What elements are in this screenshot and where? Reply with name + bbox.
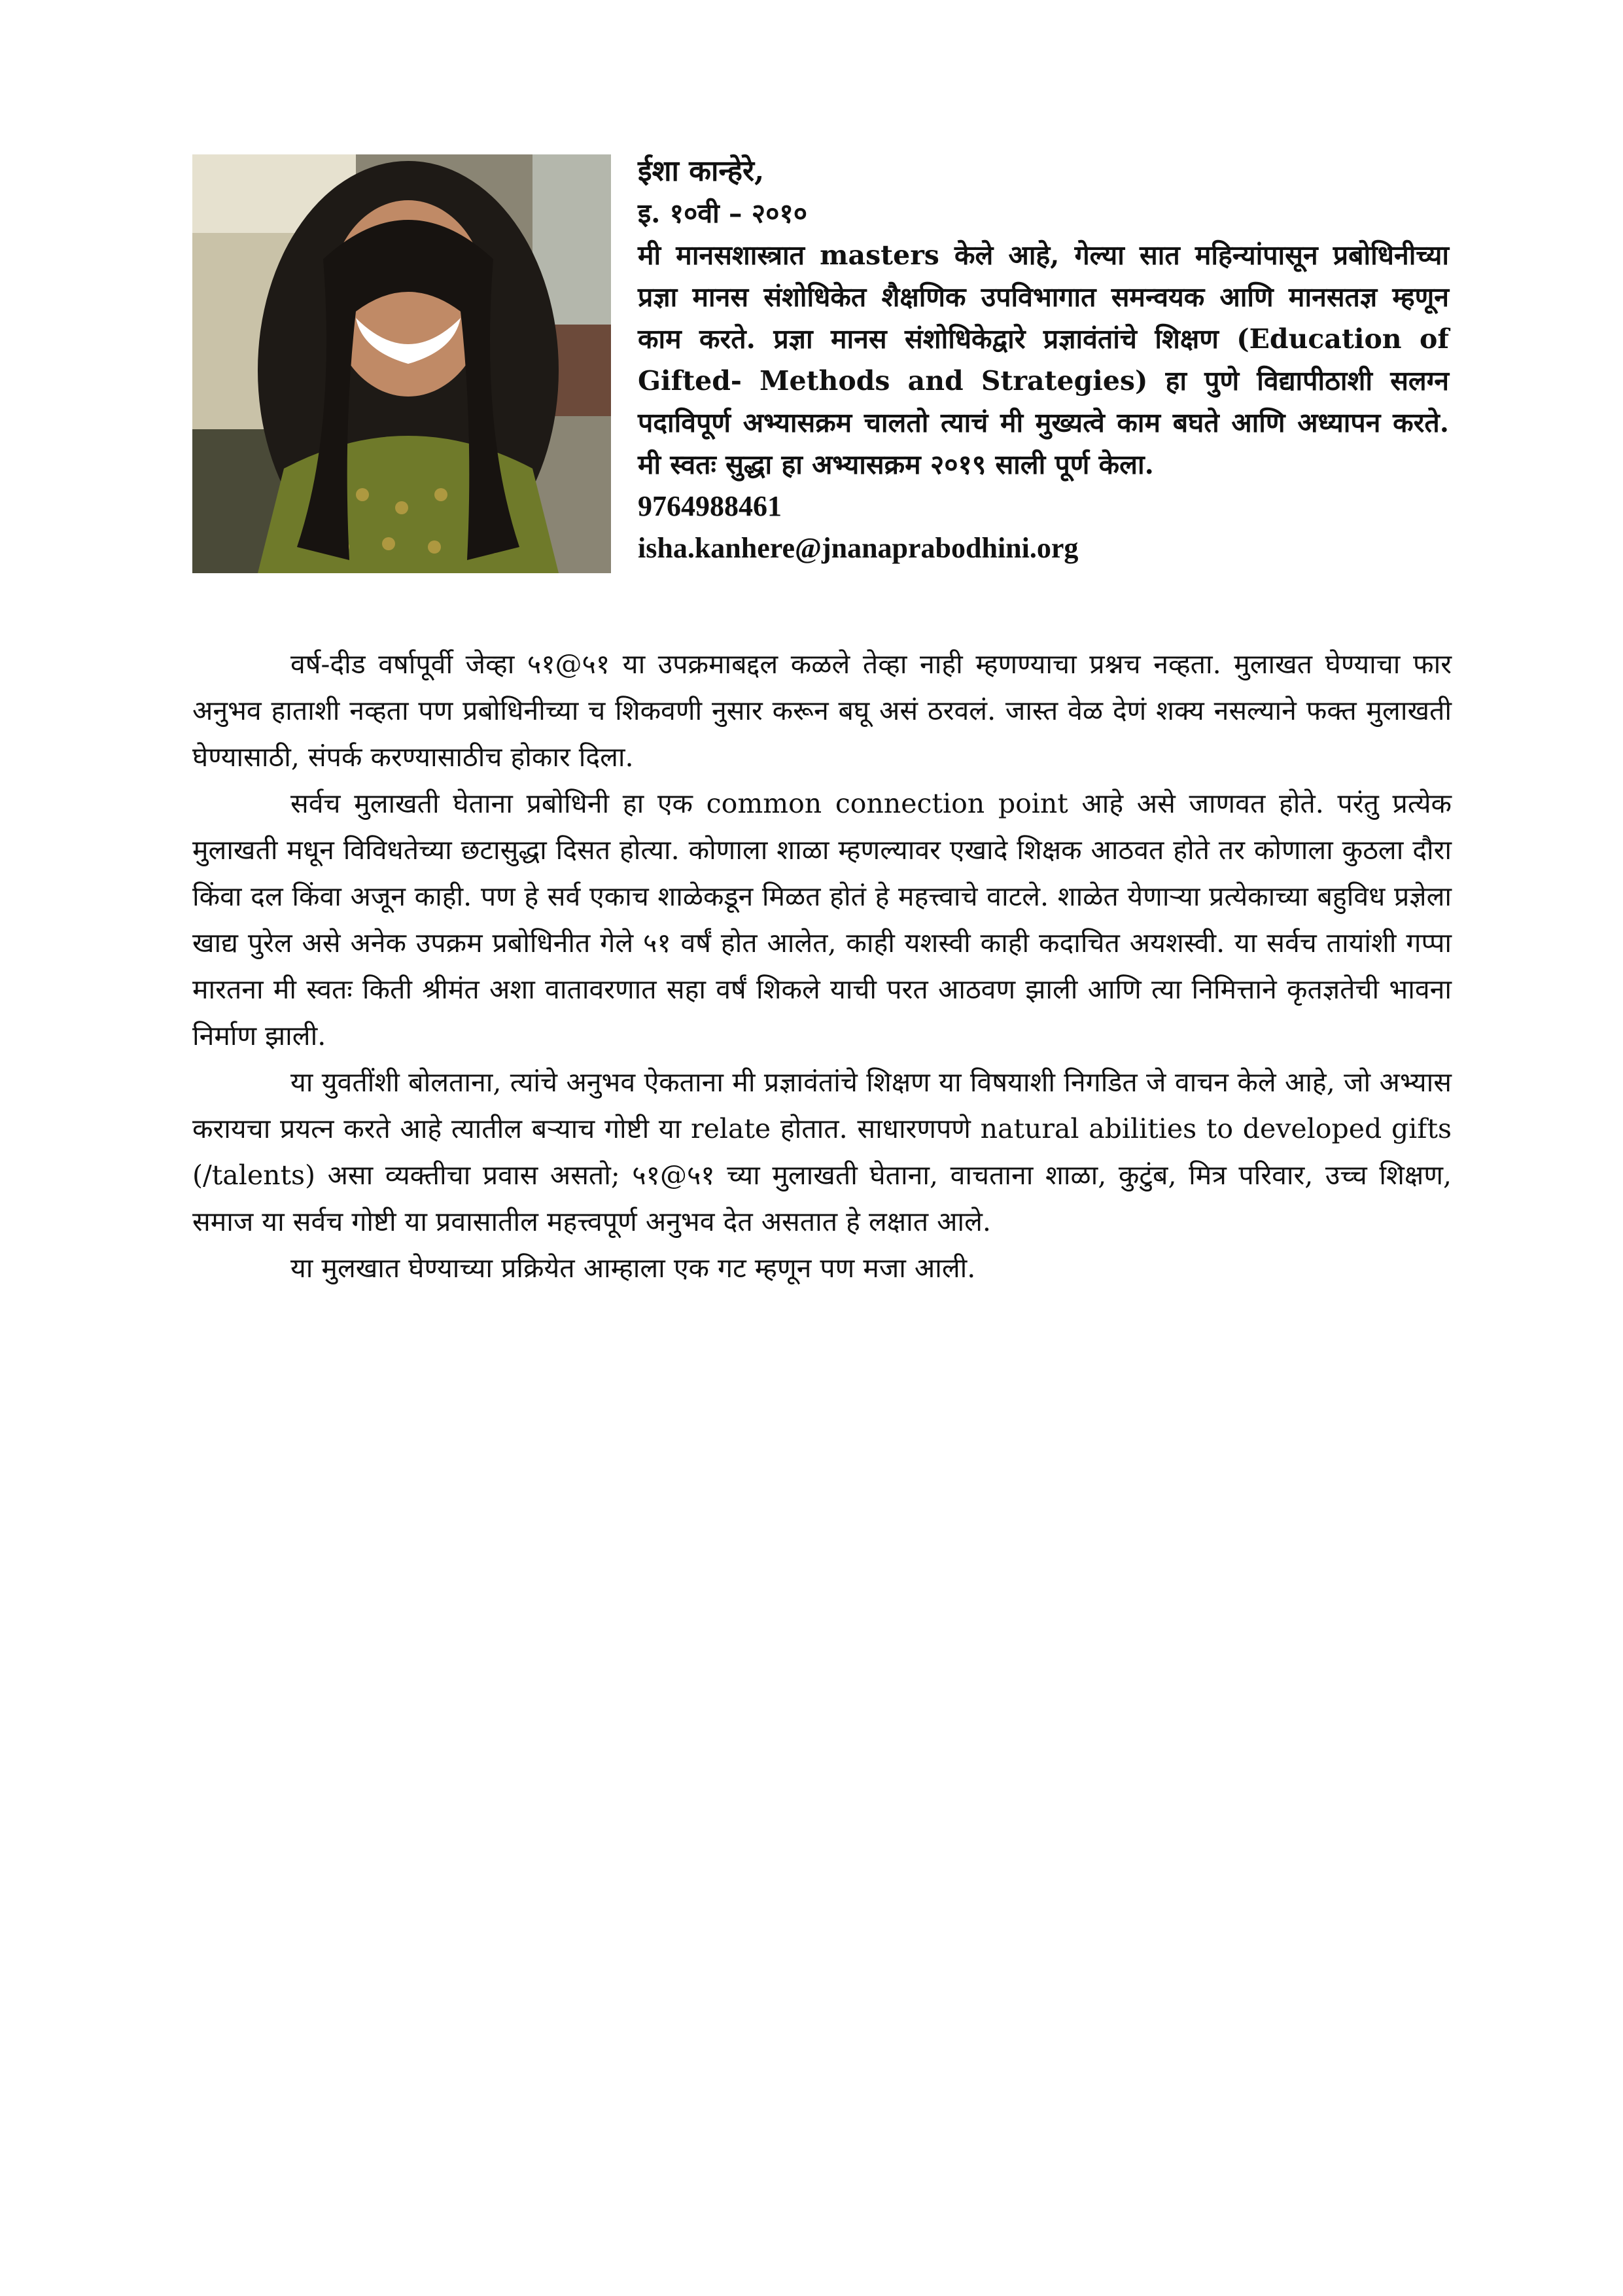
paragraph-4: या मुलखात घेण्याच्या प्रक्रियेत आम्हाला एक गट म्हणून पण मजा आली.	[290, 1252, 976, 1284]
batch-info: इ. १०वी – २०१०	[638, 198, 808, 229]
profile-photo	[192, 154, 611, 573]
person-name: ईशा कान्हेरे,	[638, 154, 765, 188]
paragraph-1: वर्ष-दीड वर्षापूर्वी जेव्हा ५१@५१ या उपक्रमाबद्दल कळले तेव्हा नाही म्हणण्याचा प्रश्नच नव्हता. मुलाखत घेण्याचा फार अनुभव हाताशी नव्हता पण प्रबोधिनीच्या च शिकवणी नुसार करून बघू असं ठरवलं. जास्त वेळ देणं शक्य नसल्याने फक्त मुलाखती घेण्यासाठी, संपर्क करण्यासाठीच होकार दिला.	[192, 648, 1452, 773]
bio-text: मी मानसशास्त्रात masters केले आहे, गेल्या सात महिन्यांपासून प्रबोधिनीच्या प्रज्ञा मानस संशोधिकेत शैक्षणिक उपविभागात समन्वयक आणि मानसतज्ञ म्हणून काम करते. प्रज्ञा मानस संशोधिकेद्वारे प्रज्ञावंतांचे शिक्षण (Education of Gifted- Methods and Strategies) हा पुणे विद्यापीठाशी सलग्न पदाविपूर्ण अभ्यासक्रम चालतो त्याचं मी मुख्यत्वे काम बघते आणि अध्यापन करते. मी स्वतः सुद्धा हा अभ्यासक्रम २०१९ साली पूर्ण केला.	[638, 239, 1449, 480]
paragraph-3: या युवतींशी बोलताना, त्यांचे अनुभव ऐकताना मी प्रज्ञावंतांचे शिक्षण या विषयाशी निगडित जे वाचन केले आहे, जो अभ्यास करायचा प्रयत्न करते आहे त्यातील बऱ्याच गोष्टी या relate होतात. साधारणपणे natural abilities to developed gifts (/talents) असा व्यक्तीचा प्रवास असतो; ५१@५१ च्या मुलाखती घेताना, वाचताना शाळा, कुटुंब, मित्र परिवार, उच्च शिक्षण, समाज या सर्वच गोष्टी या प्रवासातील महत्त्वपूर्ण अनुभव देत असतात हे लक्षात आले.	[192, 1067, 1452, 1237]
email-address: isha.kanhere@jnanaprabodhini.org	[638, 532, 1079, 564]
bio-block	[638, 150, 1449, 569]
paragraph-2: सर्वच मुलाखती घेताना प्रबोधिनी हा एक common connection point आहे असे जाणवत होते. परंतु प्रत्येक मुलाखती मधून विविधतेच्या छटासुद्धा दिसत होत्या. कोणाला शाळा म्हणल्यावर एखादे शिक्षक आठवत होते तर कोणाला कुठला दौरा किंवा दल किंवा अजून काही. पण हे सर्व एकाच शाळेकडून मिळत होतं हे महत्त्वाचे वाटले. शाळेत येणाऱ्या प्रत्येकाच्या बहुविध प्रज्ञेला खाद्य पुरेल असे अनेक उपक्रम प्रबोधिनीत गेले ५१ वर्षं होत आलेत, काही यशस्वी काही कदाचित अयशस्वी. या सर्वच तायांशी गप्पा मारतना मी स्वतः किती श्रीमंत अशा वातावरणात सहा वर्षं शिकले याची परत आठवण झाली आणि त्या निमित्ताने कृतज्ञतेची भावना निर्माण झाली.	[192, 788, 1452, 1051]
phone-number: 9764988461	[638, 490, 782, 522]
article-body	[192, 641, 1452, 1292]
